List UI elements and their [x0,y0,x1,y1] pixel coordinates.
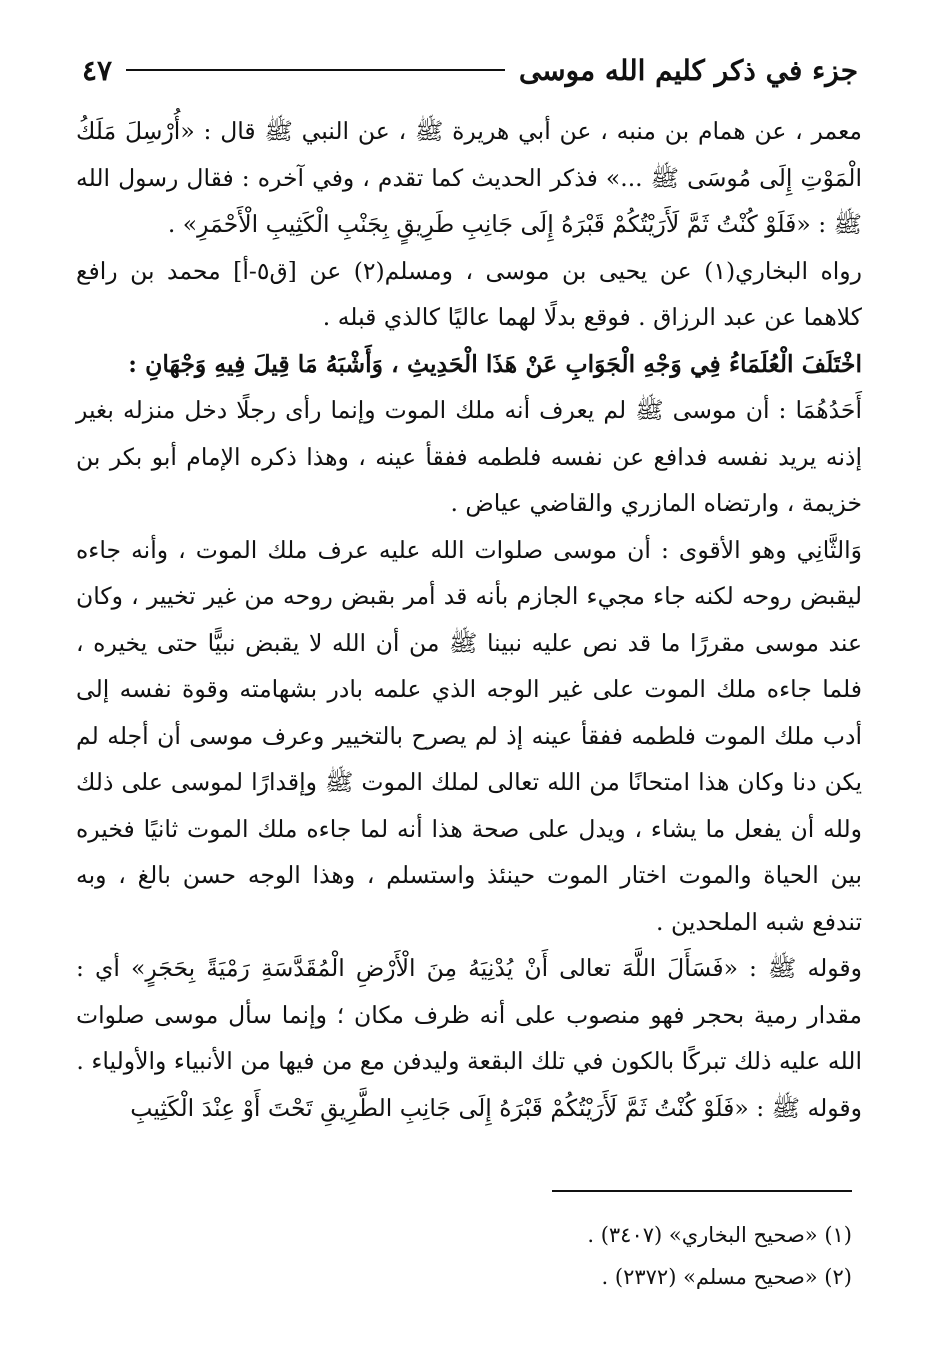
paragraph-stone-throw: وقوله ﷺ : «فَسَأَلَ اللَّهَ تعالى أَنْ يُدْنِيَهُ مِنَ الْأَرْضِ الْمُقَدَّسَةِ رَمْيَةً بِحَجَرٍ» أي : مقدار رمية بحجر فهو منصوب على أنه ظرف مكان ؛ وإنما سأل موسى صلوات الله عليه ذلك تبركًا بالكون في تلك البقعة وليدفن مع من فيها من الأنبياء والأولياء . [76,954,862,1075]
page-number: ٤٧ [82,53,113,87]
main-text [76,108,862,1131]
running-title: جزء في ذكر كليم الله موسى [518,53,858,87]
header-rule [126,69,505,71]
footnotes [300,1214,852,1298]
paragraph-grave-location: وقوله ﷺ : «فَلَوْ كُنْتُ ثَمَّ لَأَرَيْتُكُمْ قَبْرَهُ إِلَى جَانِبِ الطَّرِيقِ تَحْتَ أَوْ عِنْدَ الْكَثِيبِ [130,1093,862,1122]
paragraph-hadith-text: معمر ، عن همام بن منبه ، عن أبي هريرة ﷺ ، عن النبي ﷺ قال : «أُرْسِلَ مَلَكُ الْمَوْتِ إِلَى مُوسَى ﷺ ...» فذكر الحديث كما تقدم ، وفي آخره : فقال رسول الله ﷺ : «فَلَوْ كُنْتُ ثَمَّ لَأَرَيْتُكُمْ قَبْرَهُ إِلَى جَانِبِ طَرِيقٍ بِجَنْبِ الْكَثِيبِ الْأَحْمَرِ» . [76,117,862,238]
paragraph-second-view: وَالثَّانِي وهو الأقوى : أن موسى صلوات الله عليه عرف ملك الموت ، وأنه جاءه ليقبض روحه لكنه جاء مجيء الجازم بأنه قد أمر بقبض روحه من غير تخيير ، وكان عند موسى مقررًا ما قد نص عليه نبينا ﷺ من أن الله لا يقبض نبيًّا حتى يخيره ، فلما جاءه ملك الموت على غير الوجه الذي علمه بادر بشهامته وقوة نفسه إلى أدب ملك الموت فلطمه ففقأ عينه إذ لم يصرح بالتخيير وعرف موسى أن أجله لم يكن دنا وكان هذا امتحانًا من الله تعالى لملك الموت ﷺ وإقدارًا لموسى على ذلك ولله أن يفعل ما يشاء ، ويدل على صحة هذا أنه لما جاءه ملك الموت ثانيًا فخيره بين الحياة والموت اختار الموت حينئذ واستسلم ، وهذا الوجه حسن بالغ ، وبه تندفع شبه الملحدين . [76,535,862,936]
paragraph-narration: رواه البخاري(١) عن يحيى بن موسى ، ومسلم(٢) عن [ق٥-أ] محمد بن رافع كلاهما عن عبد الرزاق . فوقع بدلًا لهما عاليًا كالذي قبله . [76,256,863,331]
footnote-1: (١) «صحيح البخاري» (٣٤٠٧) . [587,1223,852,1247]
paragraph-first-view: أَحَدُهُمَا : أن موسى ﷺ لم يعرف أنه ملك الموت وإنما رأى رجلًا دخل منزله بغير إذنه يريد نفسه فدافع عن نفسه فلطمه ففقأ عينه ، وهذا ذكره الإمام أبو بكر بن خزيمة ، وارتضاه المازري والقاضي عياض . [76,396,862,517]
footnote-separator [552,1190,852,1192]
section-heading: اخْتَلَفَ الْعُلَمَاءُ فِي وَجْهِ الْجَوَابِ عَنْ هَذَا الْحَدِيثِ ، وَأَشْبَهُ مَا قِيلَ فِيهِ وَجْهَانِ : [128,349,862,378]
footnote-2: (٢) «صحيح مسلم» (٢٣٧٢) . [601,1265,852,1289]
page-header [82,46,858,94]
